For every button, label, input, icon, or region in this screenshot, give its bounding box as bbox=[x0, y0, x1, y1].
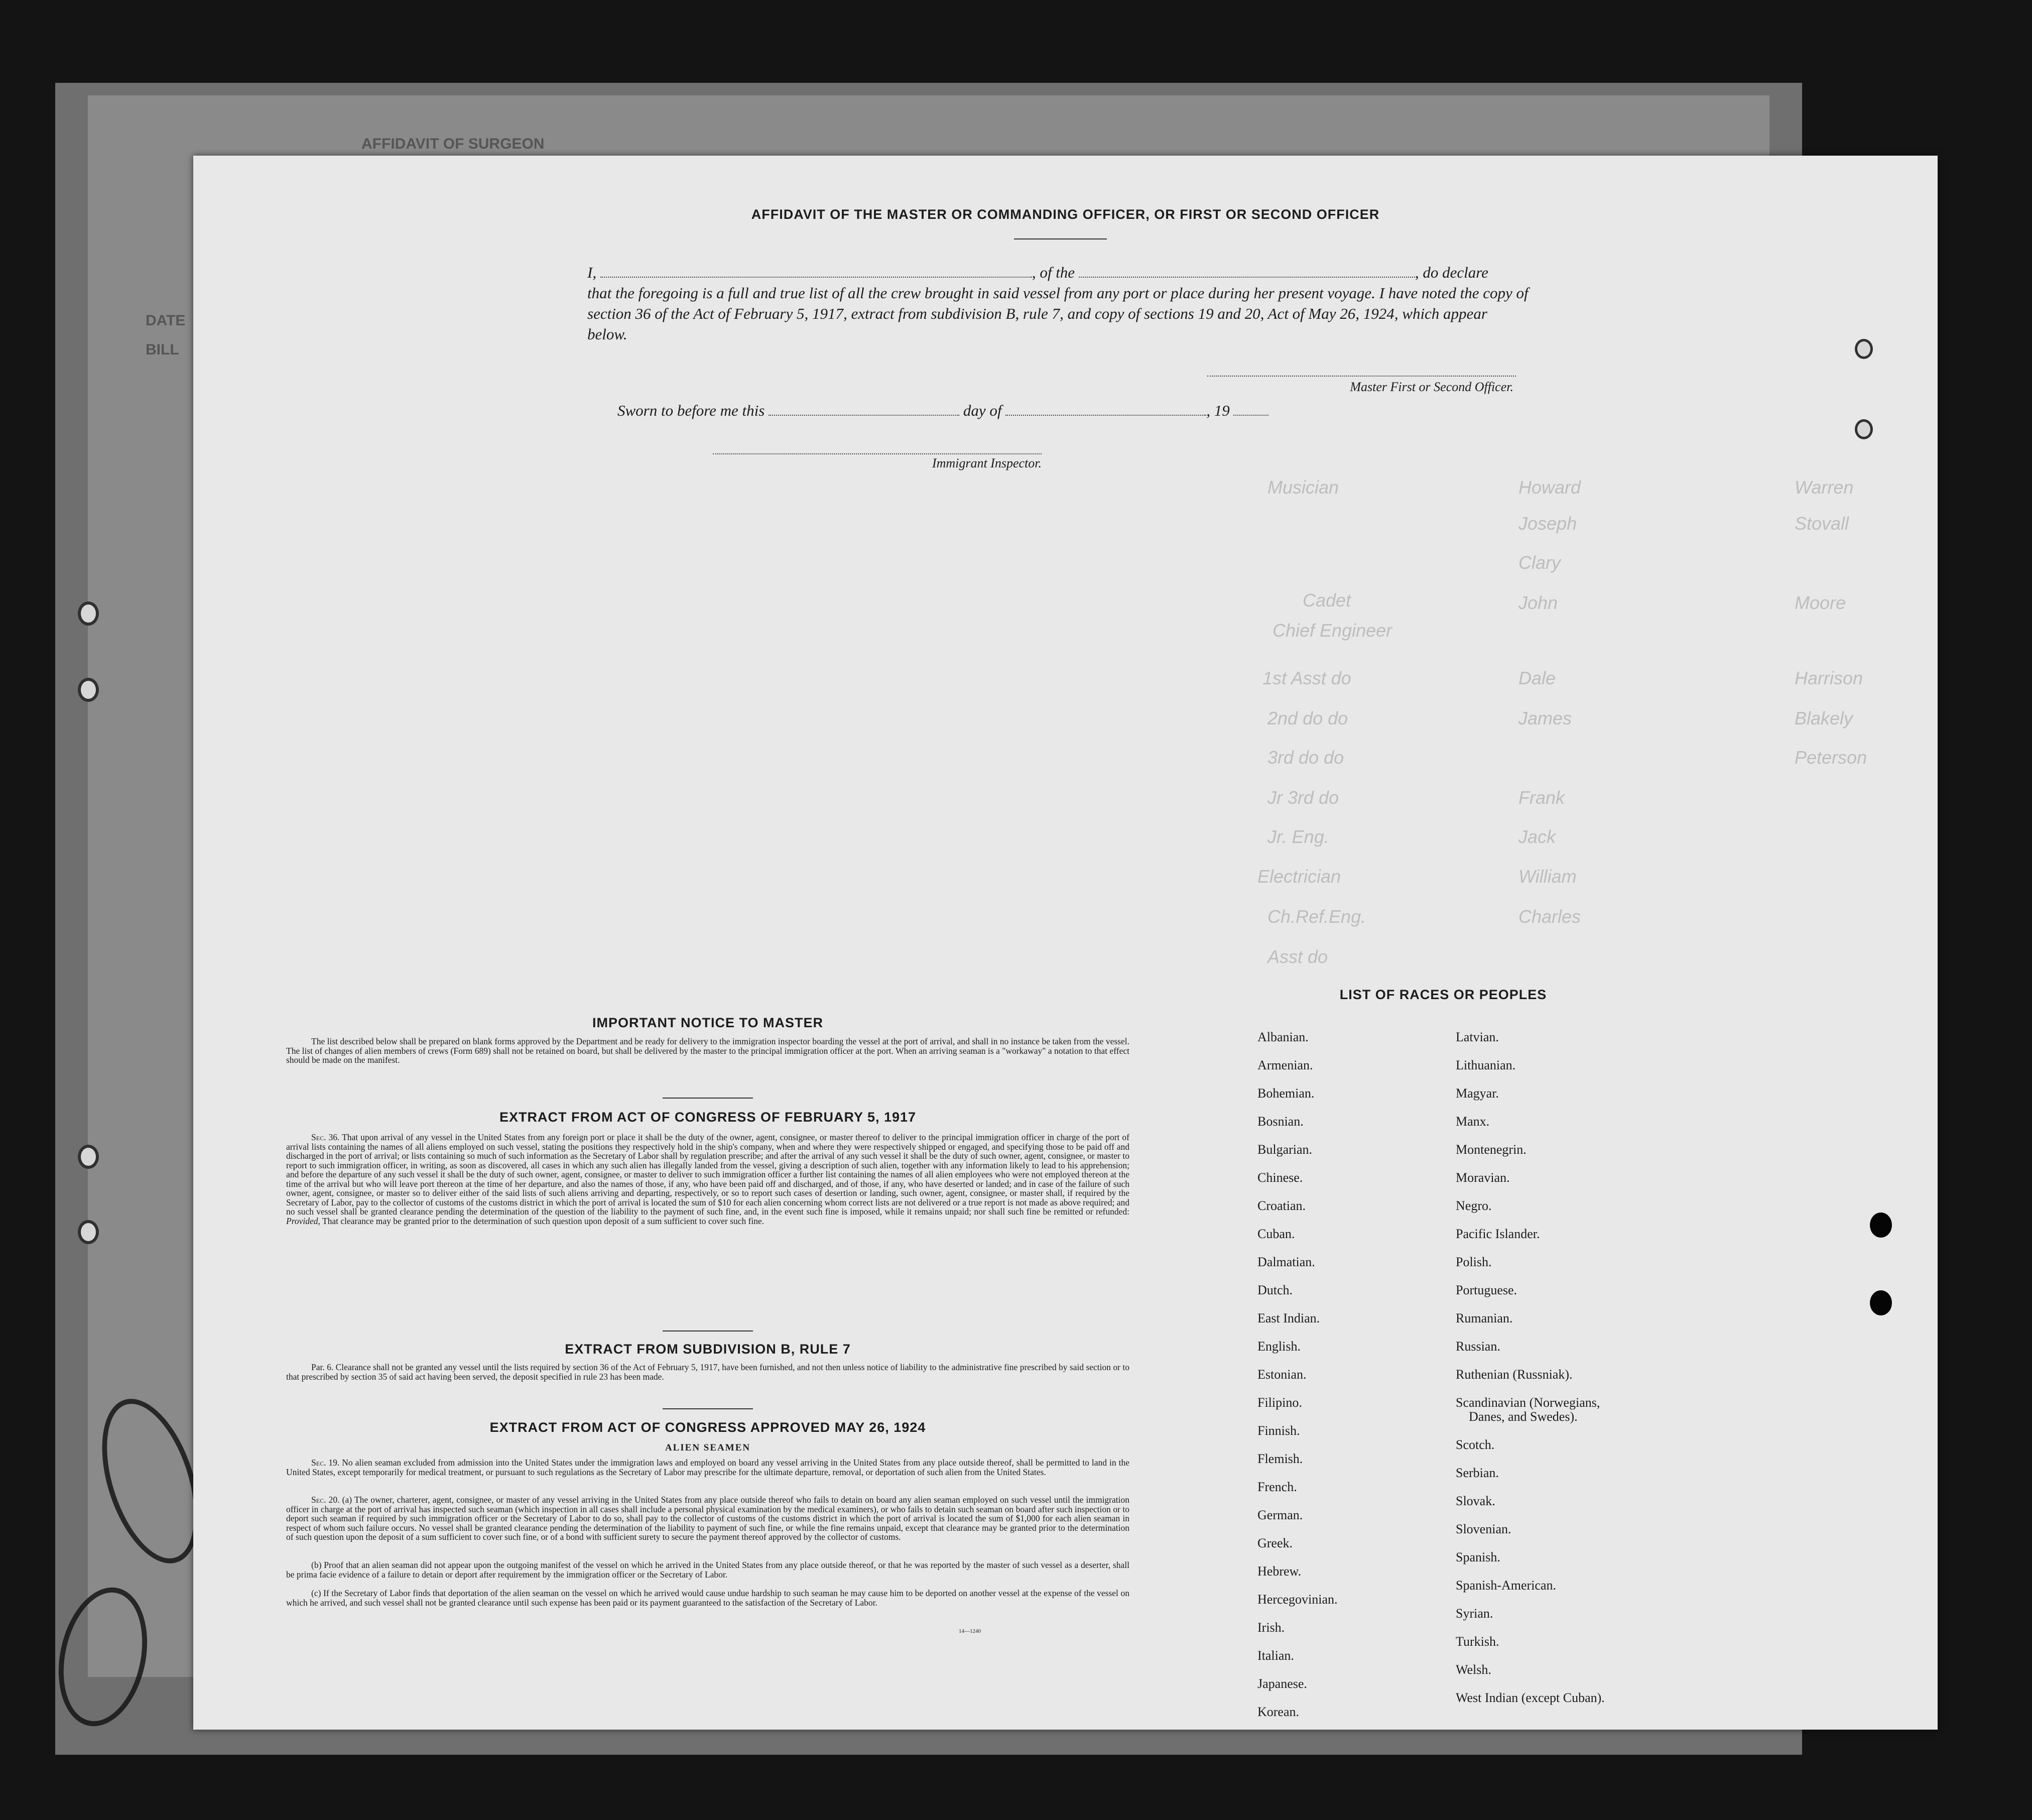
alien-seamen-subtitle: ALIEN SEAMEN bbox=[665, 1442, 751, 1453]
affidavit-body: that the foregoing is a full and true list of all the crew brought in said vessel from any port or place during her present voyage. I have noted the copy of section 36 of the Act of February 5, 1917, extract from subdivision B, rule 7, and copy of sections 19 and 20, Act of May 26, 1924, which appear below. bbox=[587, 284, 1529, 343]
bleed-through-text: Harrison bbox=[1795, 668, 1863, 688]
ink-spot bbox=[1870, 1212, 1892, 1238]
race-item: Latvian. bbox=[1456, 1030, 1499, 1044]
race-item: Filipino. bbox=[1257, 1395, 1302, 1410]
extract-rule7-text: Par. 6. Clearance shall not be granted any vessel until the lists required by section 36 of the Act of February 5, 1917, have been furnished, and not then unless notice of liability to the administrative fine prescribed by said section or to that prescribed by section 35 of said act having been served, the deposit specified in rule 23 has been made. bbox=[286, 1362, 1129, 1382]
master-signature-line[interactable] bbox=[1207, 376, 1516, 377]
race-item: Hercegovinian. bbox=[1257, 1592, 1338, 1607]
sworn-year-field[interactable] bbox=[1233, 404, 1268, 416]
bleed-through-text: Jr 3rd do bbox=[1267, 787, 1339, 808]
bleed-through-text: Stovall bbox=[1795, 513, 1849, 534]
race-item: German. bbox=[1257, 1508, 1303, 1522]
of-the-label: , of the bbox=[1032, 264, 1075, 281]
race-item: Bosnian. bbox=[1257, 1114, 1304, 1129]
race-item: Slovak. bbox=[1456, 1494, 1495, 1508]
punch-hole bbox=[78, 1220, 99, 1244]
bleed-through-text: Charles bbox=[1518, 906, 1581, 927]
punch-hole bbox=[78, 678, 99, 702]
race-item: Syrian. bbox=[1456, 1606, 1493, 1621]
bleed-through-text: Musician bbox=[1267, 477, 1339, 498]
sec-20-label: Sec. 20. bbox=[311, 1495, 340, 1505]
bleed-through-text: James bbox=[1518, 708, 1572, 729]
punch-hole bbox=[1855, 419, 1873, 439]
race-item: Estonian. bbox=[1257, 1367, 1307, 1382]
extract-1924-title: EXTRACT FROM ACT OF CONGRESS APPROVED MAY 26, 1924 bbox=[489, 1420, 926, 1435]
race-item: Cuban. bbox=[1257, 1227, 1295, 1241]
affidavit-text bbox=[587, 262, 1531, 344]
race-item: Italian. bbox=[1257, 1648, 1294, 1663]
sec-19-text: Sec. 19. No alien seaman excluded from admission into the United States under the immigration laws and employed on board any vessel arriving in the United States from any place outside thereof, shall be permitted to land in the United States, except temporarily for medical treatment, or pursuant to such regulations as the Secretary of Labor may prescribe for the ultimate departure, removal, or deportation of such alien from the United States. bbox=[286, 1458, 1129, 1477]
race-item: Bulgarian. bbox=[1257, 1142, 1313, 1157]
race-item: Lithuanian. bbox=[1456, 1058, 1516, 1072]
form-number: 14—1240 bbox=[959, 1628, 981, 1634]
race-item: Dutch. bbox=[1257, 1283, 1293, 1297]
race-item: Dalmatian. bbox=[1257, 1255, 1315, 1269]
affidavit-title: AFFIDAVIT OF THE MASTER OR COMMANDING OFFICER, OR FIRST OR SECOND OFFICER bbox=[751, 207, 1380, 222]
race-item: Pacific Islander. bbox=[1456, 1227, 1540, 1241]
punch-hole bbox=[78, 601, 99, 626]
do-declare-label: , do declare bbox=[1415, 264, 1488, 281]
race-item: French. bbox=[1257, 1480, 1297, 1494]
bleed-through-text: John bbox=[1518, 592, 1558, 613]
punch-hole bbox=[78, 1145, 99, 1169]
section-rule bbox=[663, 1408, 753, 1409]
race-item: Greek. bbox=[1257, 1536, 1293, 1550]
extract-1917-text bbox=[286, 1133, 1129, 1226]
race-item: Flemish. bbox=[1257, 1451, 1303, 1466]
bleed-through-text: Dale bbox=[1518, 668, 1556, 688]
race-item: Scotch. bbox=[1456, 1437, 1495, 1452]
bleed-through-text: William bbox=[1518, 866, 1577, 887]
affidavit-first-line bbox=[587, 262, 1531, 283]
underlying-bill-label: BILL bbox=[146, 341, 179, 358]
bleed-through-text: 2nd do do bbox=[1267, 708, 1348, 729]
sec-19-label: Sec. 19. bbox=[311, 1458, 340, 1468]
race-item: Chinese. bbox=[1257, 1170, 1303, 1185]
race-item: Polish. bbox=[1456, 1255, 1492, 1269]
bleed-through-text: Cadet bbox=[1303, 590, 1351, 611]
vessel-name-field[interactable] bbox=[1079, 265, 1415, 278]
inspector-signature-label: Immigrant Inspector. bbox=[932, 456, 1042, 470]
bleed-through-text: Peterson bbox=[1795, 747, 1867, 768]
section-rule bbox=[663, 1098, 753, 1099]
bleed-through-text: Chief Engineer bbox=[1273, 620, 1392, 641]
section-rule bbox=[663, 1330, 753, 1331]
sec-20c-text: (c) If the Secretary of Labor finds that deportation of the alien seaman on the vessel on which he arrived would cause undue hardship to such seaman he may cause him to be deported on another vessel at the expense of the vessel on which he arrived, and such vessel shall not be granted clearance until such expense has been paid or its payment guaranteed to the satisfaction of the Secretary of Labor. bbox=[286, 1588, 1129, 1608]
bleed-through-text: 3rd do do bbox=[1267, 747, 1344, 768]
affidavit-i-label: I, bbox=[587, 264, 597, 281]
race-item: Albanian. bbox=[1257, 1030, 1309, 1044]
extract-rule7-title: EXTRACT FROM SUBDIVISION B, RULE 7 bbox=[565, 1342, 851, 1357]
bleed-through-text: 1st Asst do bbox=[1262, 668, 1351, 688]
punch-hole bbox=[1855, 339, 1873, 359]
master-name-field[interactable] bbox=[600, 265, 1032, 278]
sworn-day-field[interactable] bbox=[769, 404, 959, 416]
race-item: Russian. bbox=[1456, 1339, 1500, 1354]
race-item: Scandinavian (Norwegians, Danes, and Swedes). bbox=[1456, 1395, 1600, 1424]
race-item: Hebrew. bbox=[1257, 1564, 1302, 1579]
bleed-through-text: Electrician bbox=[1257, 866, 1341, 887]
race-item: Finnish. bbox=[1257, 1423, 1300, 1438]
race-item: Ruthenian (Russniak). bbox=[1456, 1367, 1573, 1382]
underlying-date-label: DATE bbox=[146, 312, 186, 329]
race-item: Slovenian. bbox=[1456, 1522, 1511, 1536]
sworn-month-field[interactable] bbox=[1005, 404, 1206, 416]
sec-20a-text: Sec. 20. (a) The owner, charterer, agent, consignee, or master of any vessel arriving in the United States from any place outside thereof who fails to detain on board any alien seaman employed on such vessel until the immigration officer in charge at the port of arrival has inspected such seaman (which inspection in all cases shall include a personal physical examination by the medical examiners), or who fails to detain such seaman on board after such inspection or to deport such seaman if required by such immigration officer or the Secretary of Labor to do so, shall pay to the collector of customs of the customs district in which the port of arrival is located the sum of $1,000 for each alien seaman in respect of whom such failure occurs. No vessel shall be granted clearance pending the determination of the liability to payment of such fine, or while the fine remains unpaid, except that clearance may be granted prior to the determination of such question upon the deposit of a sum sufficient to cover such fine, or of a bond with sufficient surety to secure the payment thereof approved by the collector of customs. bbox=[286, 1495, 1130, 1542]
race-item: English. bbox=[1257, 1339, 1301, 1354]
title-rule bbox=[1014, 238, 1107, 239]
races-title: LIST OF RACES OR PEOPLES bbox=[1339, 987, 1547, 1002]
race-item: Rumanian. bbox=[1456, 1311, 1513, 1325]
race-item: Armenian. bbox=[1257, 1058, 1313, 1072]
inspector-signature-line[interactable] bbox=[713, 453, 1042, 454]
sec-36-text-end: That clearance may be granted prior to the determination of such question upon deposit of a sum sufficient to cover such fine. bbox=[322, 1216, 765, 1226]
master-signature-label: Master First or Second Officer. bbox=[1350, 380, 1513, 394]
bleed-through-text: Warren bbox=[1795, 477, 1854, 498]
race-item: Irish. bbox=[1257, 1620, 1285, 1635]
race-item: West Indian (except Cuban). bbox=[1456, 1690, 1605, 1705]
race-item: Welsh. bbox=[1456, 1662, 1491, 1677]
race-item: Turkish. bbox=[1456, 1634, 1499, 1649]
race-item: Montenegrin. bbox=[1456, 1142, 1527, 1157]
race-item: Spanish. bbox=[1456, 1550, 1500, 1564]
race-item: Manx. bbox=[1456, 1114, 1490, 1129]
underlying-heading: AFFIDAVIT OF SURGEON bbox=[361, 136, 545, 152]
race-item: Japanese. bbox=[1257, 1676, 1307, 1691]
race-item: East Indian. bbox=[1257, 1311, 1320, 1325]
race-item: Negro. bbox=[1456, 1198, 1492, 1213]
sworn-line bbox=[617, 402, 1268, 420]
provided-label: Provided, bbox=[286, 1216, 320, 1226]
sec-36-text: That upon arrival of any vessel in the United States from any foreign port or place it shall be the duty of the owner, agent, consignee, or master thereof to deliver to the principal immigration officer in charge of the port of arrival lists containing the names of all aliens employed on such vessel, stating the positions they respectively hold in the ship's company, when and where they were respectively shipped or engaged, and specifying those to be paid off and discharged in the port of arrival; or lists containing so much of such information as the Secretary of Labor shall by regulation prescribe; and after the arrival of any such vessel it shall be the duty of such owner, agent, consignee, or master to report to such immigration officer, in writing, as soon as discovered, all cases in which any such alien has illegally landed from the vessel, giving a description of such alien, together with any information likely to lead to his apprehension; and before the departure of any such vessel it shall be the duty of such owner, agent, consignee, or master to deliver to such immigration officer a further list containing the names of all alien employees who were not employed thereon at the time of the arrival but who will leave port thereon at the time of her departure, and also the names of those, if any, who have been paid off and discharged, and of those, if any, who have deserted or landed; and in case of the failure of such owner, agent, consignee, or master so to deliver either of the said lists of such aliens arriving and departing, respectively, or so to report such cases of desertion or landing, such owner, agent, consignee, or master shall, if required by the Secretary of Labor, pay to the collector of customs of the customs district in which the port of arrival is located the sum of $10 for each alien concerning whom correct lists are not delivered or a true report is not made as above required; and no such vessel shall be granted clearance pending the determination of the question of the liability to the payment of such fine, and, in the event such fine is imposed, while it remains unpaid; nor shall such fine be remitted or refunded: bbox=[286, 1132, 1129, 1217]
bleed-through-text: Jack bbox=[1518, 826, 1556, 847]
race-item: Croatian. bbox=[1257, 1198, 1306, 1213]
bleed-through-text: Clary bbox=[1518, 552, 1561, 573]
race-item: Portuguese. bbox=[1456, 1283, 1517, 1297]
bleed-through-text: Joseph bbox=[1518, 513, 1577, 534]
bleed-through-text: Frank bbox=[1518, 787, 1565, 808]
notice-title: IMPORTANT NOTICE TO MASTER bbox=[592, 1015, 823, 1030]
race-item: Korean. bbox=[1257, 1705, 1300, 1719]
sworn-label: Sworn to before me this bbox=[617, 402, 765, 419]
race-item: Spanish-American. bbox=[1456, 1578, 1557, 1593]
year-label: , 19 bbox=[1206, 402, 1230, 419]
races-list-left bbox=[1257, 1030, 1338, 1733]
race-item: Serbian. bbox=[1456, 1466, 1499, 1480]
day-of-label: day of bbox=[963, 402, 1002, 419]
bleed-through-text: Ch.Ref.Eng. bbox=[1267, 906, 1366, 927]
race-item: Bohemian. bbox=[1257, 1086, 1315, 1101]
notice-text: The list described below shall be prepared on blank forms approved by the Department and be ready for delivery to the immigration inspector boarding the vessel at the port of arrival, and shall in no instance be taken from the vessel. The list of changes of alien members of crews (Form 689) shall not be retained on board, but shall be delivered by the master to the principal immigration officer at the port. When an arriving seaman is a "workaway" a notation to that effect should be made on the manifest. bbox=[286, 1036, 1129, 1065]
sec-20b-text: (b) Proof that an alien seaman did not appear upon the outgoing manifest of the vessel on which he arrived in the United States from any place outside thereof, or that he was reported by the master of such vessel as a deserter, shall be prima facie evidence of a failure to detain or deport after requirement by the immigration officer or the Secretary of Labor. bbox=[286, 1560, 1129, 1580]
bleed-through-text: Asst do bbox=[1267, 946, 1328, 967]
bleed-through-text: Jr. Eng. bbox=[1267, 826, 1329, 847]
manifest-back-sheet bbox=[193, 156, 1938, 1730]
sec-36-label: Sec. 36. bbox=[311, 1132, 340, 1142]
races-list-right bbox=[1456, 1030, 1605, 1719]
bleed-through-text: Howard bbox=[1518, 477, 1581, 498]
ink-spot bbox=[1870, 1290, 1892, 1315]
bleed-through-text: Moore bbox=[1795, 592, 1846, 613]
bleed-through-text: Blakely bbox=[1795, 708, 1853, 729]
race-item: Moravian. bbox=[1456, 1170, 1510, 1185]
race-item: Magyar. bbox=[1456, 1086, 1499, 1101]
extract-1917-title: EXTRACT FROM ACT OF CONGRESS OF FEBRUARY 5, 1917 bbox=[499, 1110, 917, 1125]
